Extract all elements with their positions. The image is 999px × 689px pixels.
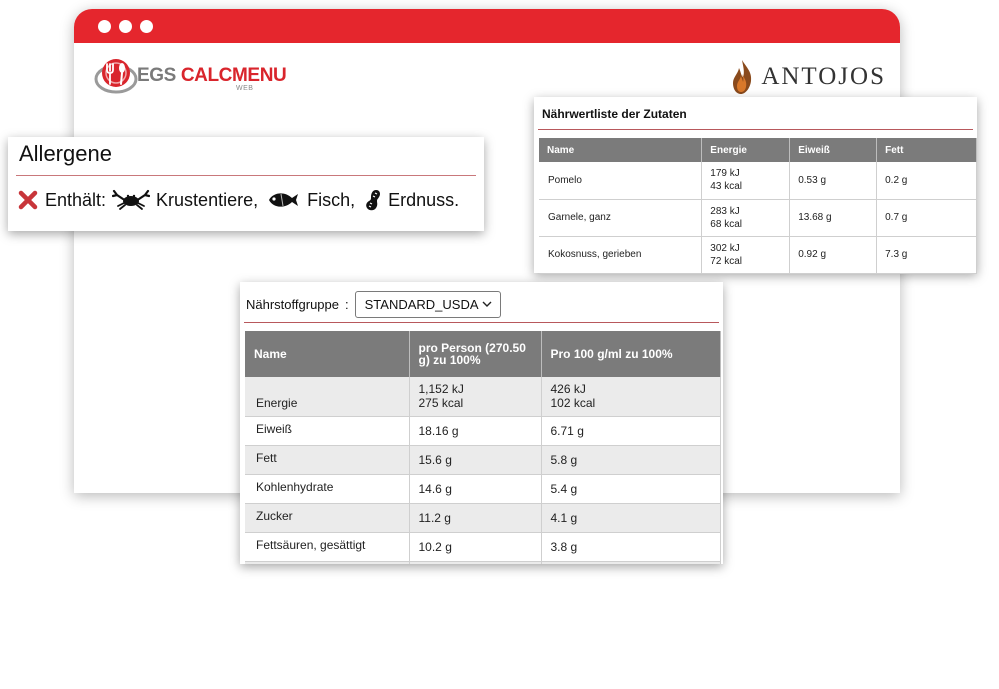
window-minimize-dot[interactable]	[119, 20, 132, 33]
allergen-title: Allergene	[19, 141, 112, 166]
recipe-nutrition-card	[240, 282, 723, 564]
nutrient-per-person: 14.6 g	[409, 474, 541, 503]
nutrient-name: Energie	[245, 377, 409, 416]
ingredient-nutrition-title: Nährwertliste der Zutaten	[542, 107, 687, 121]
nutrient-name-hidden	[245, 561, 409, 564]
ingredient-energy: 283 kJ 68 kcal	[702, 199, 790, 236]
ingredient-nutrition-card	[534, 97, 977, 273]
table-row	[245, 445, 721, 474]
egs-brand-sub: WEB	[236, 85, 254, 92]
table-row	[245, 503, 721, 532]
nutrient-name: Kohlenhydrate	[245, 474, 409, 503]
nutrient-name: Eiweiß	[245, 416, 409, 445]
allergen-contains-label: Enthält:	[45, 189, 107, 210]
chevron-down-icon	[482, 301, 492, 308]
peanut-icon	[363, 188, 383, 212]
column-header-fat[interactable]: Fett	[877, 138, 977, 162]
nutrient-per-person: 11.2 g	[409, 503, 541, 532]
egs-brand-text: EGS CALCMENU	[137, 65, 287, 86]
crab-icon	[112, 189, 150, 211]
allergen-label-fish: Fisch,	[307, 189, 356, 210]
allergen-label-crustaceans: Krustentiere,	[156, 189, 259, 210]
flame-icon	[731, 59, 753, 95]
table-row-partial	[245, 561, 721, 564]
nutrient-per-100-hidden	[541, 561, 721, 564]
nutrient-per-person-hidden	[409, 561, 541, 564]
allergen-card	[8, 137, 484, 231]
column-header-name[interactable]: Name	[245, 331, 409, 377]
column-header-protein[interactable]: Eiweiß	[790, 138, 877, 162]
column-header-per-100[interactable]: Pro 100 g/ml zu 100%	[541, 331, 721, 377]
recipe-nutrition-table	[245, 331, 721, 564]
allergen-divider	[16, 175, 476, 176]
nutrient-per-person: 18.16 g	[409, 416, 541, 445]
nutrient-per-person: 1,152 kJ 275 kcal	[409, 377, 541, 416]
ingredient-name: Pomelo	[539, 162, 702, 199]
ingredient-fat: 0.2 g	[877, 162, 977, 199]
ingredient-protein: 0.53 g	[790, 162, 877, 199]
ingredient-name: Kokosnuss, gerieben	[539, 236, 702, 273]
recipe-divider	[244, 322, 719, 323]
table-row	[539, 236, 977, 273]
window-close-dot[interactable]	[98, 20, 111, 33]
nutrient-per-person: 15.6 g	[409, 445, 541, 474]
table-row	[245, 474, 721, 503]
fish-icon	[265, 189, 299, 211]
table-row	[539, 199, 977, 236]
nutrient-name: Fettsäuren, gesättigt	[245, 532, 409, 561]
allergen-label-peanut: Erdnuss.	[388, 189, 460, 210]
nutrient-group-select[interactable]	[355, 291, 501, 318]
nutrient-group-label: Nährstoffgruppe	[246, 297, 339, 312]
table-row	[539, 162, 977, 199]
nutrient-group-value: STANDARD_USDA	[364, 297, 479, 312]
nutrient-per-100: 426 kJ 102 kcal	[541, 377, 721, 416]
window-maximize-dot[interactable]	[140, 20, 153, 33]
column-header-per-person[interactable]: pro Person (270.50 g) zu 100%	[409, 331, 541, 377]
nutrient-per-person: 10.2 g	[409, 532, 541, 561]
ingredient-name: Garnele, ganz	[539, 199, 702, 236]
calcmenu-emblem-icon	[94, 53, 138, 97]
ingredient-energy: 179 kJ 43 kcal	[702, 162, 790, 199]
allergen-list	[18, 188, 459, 212]
nutrient-per-100: 3.8 g	[541, 532, 721, 561]
table-row	[245, 377, 721, 416]
nutrient-per-100: 5.8 g	[541, 445, 721, 474]
nutrient-name: Fett	[245, 445, 409, 474]
ingredient-fat: 7.3 g	[877, 236, 977, 273]
ingredient-divider	[538, 129, 973, 130]
table-row	[245, 532, 721, 561]
browser-title-bar	[74, 9, 900, 43]
table-header-row	[245, 331, 721, 377]
antojos-wordmark: ANTOJOS	[761, 63, 886, 90]
nutrient-name: Zucker	[245, 503, 409, 532]
nutrient-per-100: 6.71 g	[541, 416, 721, 445]
nutrient-per-100: 4.1 g	[541, 503, 721, 532]
table-header-row	[539, 138, 977, 162]
ingredient-energy: 302 kJ 72 kcal	[702, 236, 790, 273]
ingredient-protein: 13.68 g	[790, 199, 877, 236]
ingredient-fat: 0.7 g	[877, 199, 977, 236]
nutrient-group-colon: :	[345, 297, 349, 312]
antojos-logo[interactable]	[731, 57, 886, 97]
ingredient-nutrition-table	[539, 138, 977, 274]
column-header-name[interactable]: Name	[539, 138, 702, 162]
table-row	[245, 416, 721, 445]
column-header-energy[interactable]: Energie	[702, 138, 790, 162]
egs-calcmenu-logo[interactable]	[94, 51, 287, 101]
nutrient-group-row	[246, 291, 501, 318]
cross-icon	[18, 190, 38, 210]
nutrient-per-100: 5.4 g	[541, 474, 721, 503]
ingredient-protein: 0.92 g	[790, 236, 877, 273]
